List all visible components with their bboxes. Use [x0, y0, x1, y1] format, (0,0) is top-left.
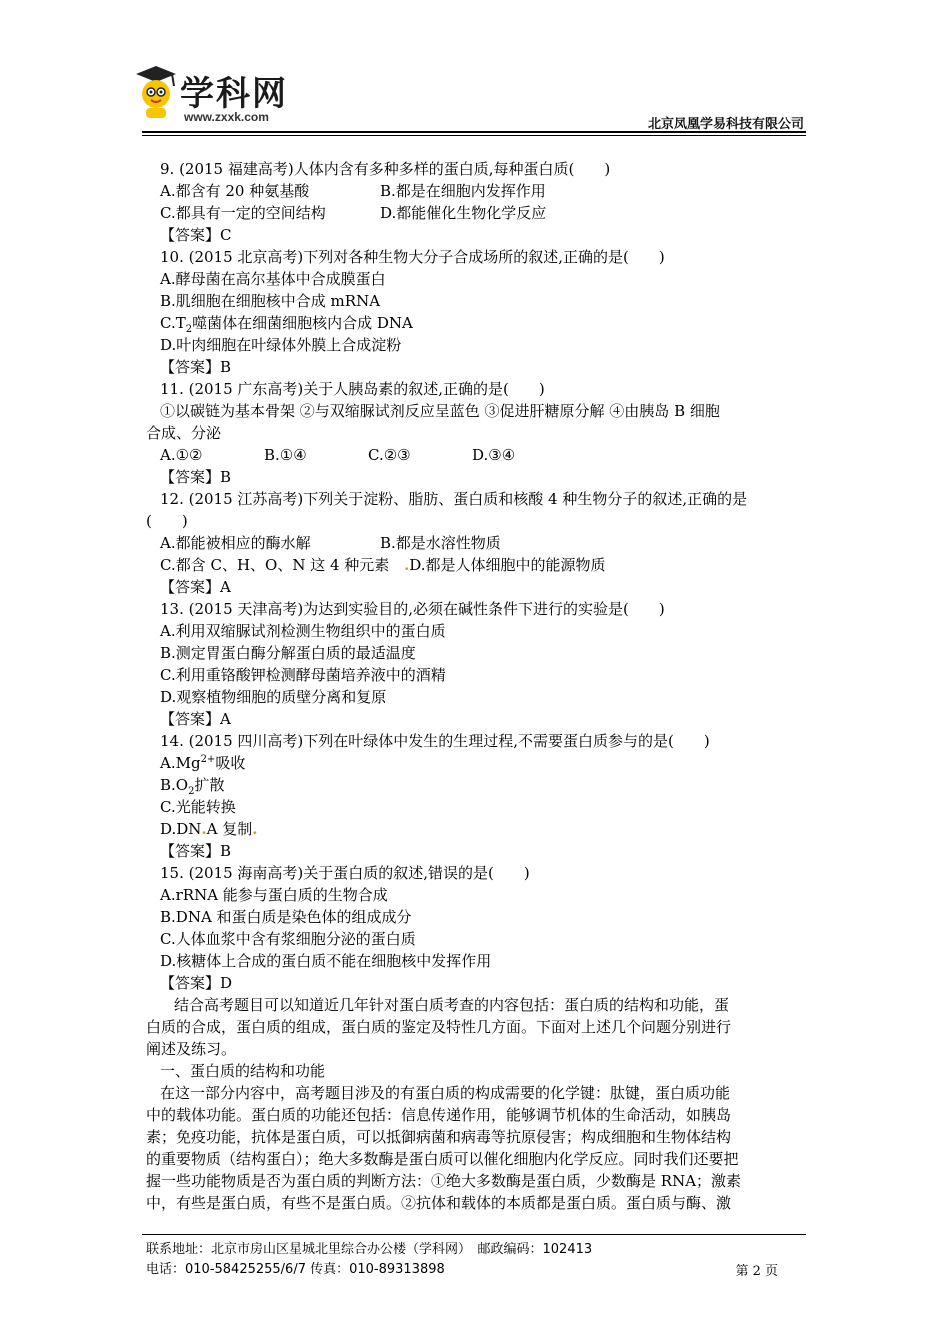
paragraph-line: 素；免疫功能，抗体是蛋白质，可以抵御病菌和病毒等抗原侵害；构成细胞和生物体结构 [146, 1128, 732, 1146]
question-9-answer: 【答案】C [160, 226, 232, 244]
option-b: B.肌细胞在细胞核中合成 mRNA [160, 292, 381, 310]
option-a [146, 752, 812, 774]
option-b: B.测定胃蛋白酶分解蛋白质的最适温度 [160, 644, 416, 662]
section-heading: 一、蛋白质的结构和功能 [160, 1062, 326, 1080]
question-13-stem: 13. (2015 天津高考)为达到实验目的,必须在碱性条件下进行的实验是( ) [160, 600, 665, 618]
option-b: B.①④ [264, 446, 307, 464]
footer-divider [142, 1234, 806, 1235]
logo[interactable] [132, 62, 332, 134]
question-11-items: ①以碳链为基本骨架 ②与双缩脲试剂反应呈蓝色 ③促进肝糖原分解 ④由胰岛 B 细胞 [160, 402, 720, 420]
question-12-stem-cont: ( ) [146, 512, 188, 530]
paragraph-line: 中，有些是蛋白质，有些不是蛋白质。②抗体和载体的本质都是蛋白质。蛋白质与酶、激 [146, 1194, 732, 1212]
document-body [146, 158, 812, 1214]
footer-address: 联系地址：北京市房山区星城北里综合办公楼（学科网） 邮政编码：102413 [146, 1242, 593, 1257]
subscript: 2 [185, 324, 193, 335]
paragraph-line: 的重要物质（结构蛋白）；绝大多数酶是蛋白质可以催化细胞内化学反应。同时我们还要把 [146, 1150, 739, 1168]
option-d: D.叶肉细胞在叶绿体外膜上合成淀粉 [160, 336, 402, 354]
option-c: C.利用重铬酸钾检测酵母菌培养液中的酒精 [160, 666, 446, 684]
marker-dot: . [252, 820, 258, 838]
option-d: D.核糖体上合成的蛋白质不能在细胞核中发挥作用 [160, 952, 492, 970]
paragraph-line: 握一些功能物质是否为蛋白质的判断方法：①绝大多数酶是蛋白质，少数酶是 RNA；激素 [146, 1172, 742, 1190]
header-divider [142, 131, 806, 133]
option-c: C.都含 C、H、O、N 这 4 种元素 [160, 556, 390, 574]
logo-text: 学科网 [180, 74, 288, 114]
page-header [0, 0, 950, 140]
question-9-options-row1 [146, 180, 812, 202]
option-d: D.③④ [472, 446, 516, 464]
question-14-answer: 【答案】B [160, 842, 232, 860]
question-14-stem: 14. (2015 四川高考)下列在叶绿体中发生的生理过程,不需要蛋白质参与的是( ) [160, 732, 710, 750]
question-12-answer: 【答案】A [160, 578, 231, 596]
paragraph-line: 在这一部分内容中，高考题目涉及的有蛋白质的构成需要的化学键：肽键，蛋白质功能 [160, 1084, 731, 1102]
logo-url[interactable]: www.zxxk.com [184, 110, 269, 124]
header-divider-thin [142, 135, 806, 136]
option-d-prefix: D.DN [160, 820, 202, 838]
page-number: 第 2 页 [735, 1264, 778, 1279]
question-10-answer: 【答案】B [160, 358, 232, 376]
option-a-rest: 吸收 [215, 754, 246, 772]
option-c: C.光能转换 [160, 798, 236, 816]
marker-dot: . [201, 820, 207, 838]
option-a: A.酵母菌在高尔基体中合成膜蛋白 [160, 270, 386, 288]
paragraph-line: 中的载体功能。蛋白质的功能还包括：信息传递作用，能够调节机体的生命活动，如胰岛 [146, 1106, 732, 1124]
option-a-prefix: A.Mg [160, 754, 201, 772]
question-11-answer: 【答案】B [160, 468, 232, 486]
page-footer [146, 1240, 806, 1280]
option-c-rest: 噬菌体在细菌细胞核内合成 DNA [192, 314, 413, 332]
question-12-options-row2 [146, 554, 812, 576]
question-11-options [146, 444, 812, 466]
option-d: D.观察植物细胞的质壁分离和复原 [160, 688, 387, 706]
subscript: 2 [188, 786, 195, 797]
paragraph-line: 白质的合成，蛋白质的组成，蛋白质的鉴定及特性几方面。下面对上述几个问题分别进行 [146, 1018, 732, 1036]
option-d: D.都是人体细胞中的能源物质 [409, 556, 606, 574]
option-a: A.①② [160, 446, 203, 464]
footer-phone: 电话：010-58425255/6/7 传真：010-89313898 [146, 1262, 445, 1277]
option-c [146, 312, 812, 334]
option-c: C.②③ [368, 446, 411, 464]
option-a: A.都含有 20 种氨基酸 [160, 182, 310, 200]
option-b: B.DNA 和蛋白质是染色体的组成成分 [160, 908, 412, 926]
marker-dot: . [404, 556, 410, 574]
question-11-stem: 11. (2015 广东高考)关于人胰岛素的叙述,正确的是( ) [160, 380, 545, 398]
mascot-icon [132, 64, 180, 126]
question-12-options-row1 [146, 532, 812, 554]
option-d: D.都能催化生物化学反应 [380, 204, 547, 222]
option-b-prefix: B.O [160, 776, 189, 794]
company-name: 北京凤凰学易科技有限公司 [647, 117, 804, 132]
option-b: B.都是水溶性物质 [380, 534, 501, 552]
option-b-rest: 扩散 [194, 776, 225, 794]
paragraph-line: 结合高考题目可以知道近几年针对蛋白质考查的内容包括：蛋白质的结构和功能，蛋 [174, 996, 730, 1014]
option-a: A.rRNA 能参与蛋白质的生物合成 [160, 886, 388, 904]
question-12-stem: 12. (2015 江苏高考)下列关于淀粉、脂肪、蛋白质和核酸 4 种生物分子的叙述,正确的是 [160, 490, 748, 508]
question-11-items-cont: 合成、分泌 [146, 424, 222, 442]
option-c: C.都具有一定的空间结构 [160, 204, 326, 222]
question-9-stem: 9. (2015 福建高考)人体内含有多种多样的蛋白质,每种蛋白质( ) [160, 160, 611, 178]
superscript: 2+ [200, 754, 216, 765]
question-15-answer: 【答案】D [160, 974, 233, 992]
question-10-stem: 10. (2015 北京高考)下列对各种生物大分子合成场所的叙述,正确的是( ) [160, 248, 665, 266]
option-c: C.人体血浆中含有浆细胞分泌的蛋白质 [160, 930, 416, 948]
option-a: A.都能被相应的酶水解 [160, 534, 311, 552]
question-13-answer: 【答案】A [160, 710, 231, 728]
option-b [146, 774, 812, 796]
question-15-stem: 15. (2015 海南高考)关于蛋白质的叙述,错误的是( ) [160, 864, 530, 882]
option-b: B.都是在细胞内发挥作用 [380, 182, 546, 200]
option-d-rest: A 复制 [206, 820, 253, 838]
question-9-options-row2 [146, 202, 812, 224]
paragraph-line: 阐述及练习。 [146, 1040, 237, 1058]
option-c-prefix: C.T [160, 314, 186, 332]
option-d [146, 818, 812, 840]
option-a: A.利用双缩脲试剂检测生物组织中的蛋白质 [160, 622, 446, 640]
